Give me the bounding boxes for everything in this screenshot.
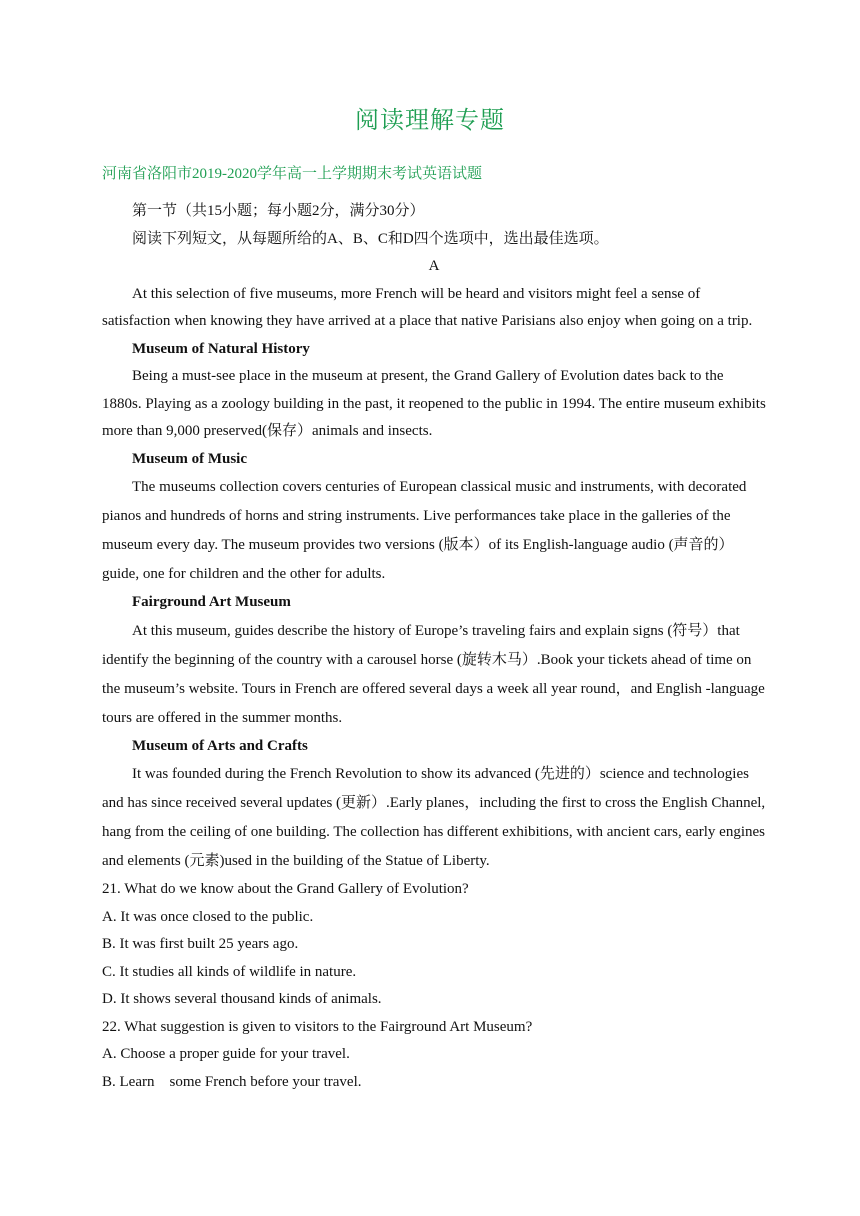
question-stem: 21. What do we know about the Grand Gallery of Evolution? xyxy=(102,881,469,897)
answer-option: B. Learn some French before your travel. xyxy=(102,1073,362,1090)
answer-option: A. Choose a proper guide for your travel. xyxy=(102,1046,350,1062)
answer-option: B. It was first built 25 years ago. xyxy=(102,936,299,952)
instruction: 阅读下列短文，从每题所给的A、B、C和D四个选项中，选出最佳选项。 xyxy=(132,230,609,247)
question-stem: 22. What suggestion is given to visitors to the Fairground Art Museum? xyxy=(102,1018,533,1035)
source-link[interactable]: 河南省洛阳市2019-2020学年高一上学期期末考试英语试题 xyxy=(102,166,482,182)
museum-heading: Fairground Art Museum xyxy=(132,594,291,610)
answer-option: C. It studies all kinds of wildlife in nature. xyxy=(102,963,357,980)
answer-option: D. It shows several thousand kinds of animals. xyxy=(102,991,382,1007)
museum-description: The museums collection covers centuries of European classical music and instruments, with decorated pianos and hundreds of horns and string instruments. Live performances take place in the galleries of the museum every day. The museum provides two versions (版本）of its English-language audio (声音的）guide, one for children and the other for adults. xyxy=(102,479,747,582)
passage-label: A xyxy=(428,258,440,274)
museum-description: It was founded during the French Revolution to show its advanced (先进的）science and technologies and has since received several updates (更新）.Early planes，including the first to cross the English Channel, hang from the ceiling of one building. The collection has different exhibitions, with ancient cars, early engines and elements (元素)used in the building of the Statue of Liberty. xyxy=(102,766,766,869)
answer-option: A. It was once closed to the public. xyxy=(102,908,314,925)
museum-heading: Museum of Music xyxy=(132,450,247,467)
document-body xyxy=(102,198,766,1096)
museum-heading: Museum of Arts and Crafts xyxy=(132,737,308,754)
museum-description: Being a must-see place in the museum at present, the Grand Gallery of Evolution dates back to the 1880s. Playing as a zoology building in the past, it reopened to the public in 1994. The entire museum exhibits more than 9,000 preserved(保存）animals and insects. xyxy=(102,368,766,439)
museum-heading: Museum of Natural History xyxy=(132,340,310,357)
passage-intro: At this selection of five museums, more French will be heard and visitors might feel a sense of satisfaction when knowing they have arrived at a place that native Parisians also enjoy when going on a trip. xyxy=(102,285,753,329)
museum-description: At this museum, guides describe the history of Europe’s traveling fairs and explain signs (符号）that identify the beginning of the country with a carousel horse (旋转木马）.Book your tickets ahead of time on the museum’s website. Tours in French are offered several days a week all year round，and English -language tours are offered in the summer months. xyxy=(102,622,765,726)
page-title: 阅读理解专题 xyxy=(355,108,505,134)
section-info: 第一节（共15小题；每小题2分，满分30分） xyxy=(132,203,425,219)
